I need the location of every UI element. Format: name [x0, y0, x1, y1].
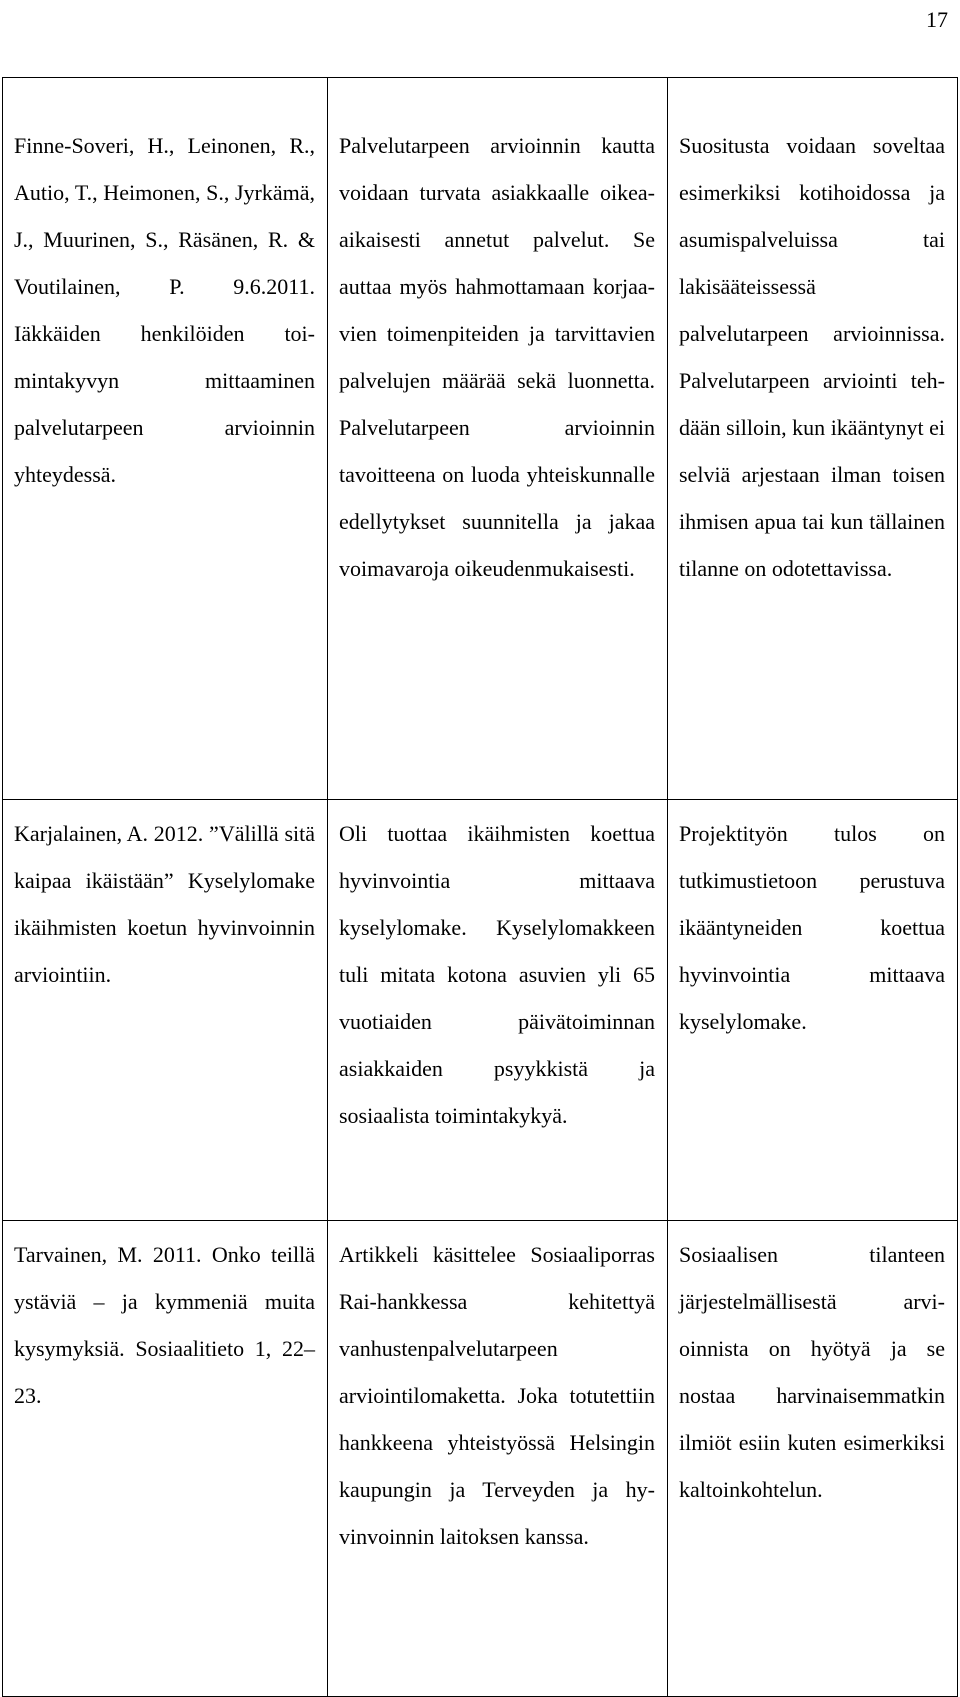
content-text: Palvelutarpeen arvioinnin kautta voidaan turvata asiakkaalle oikea-aikaisesti annetut palvelut. Se auttaa myös hahmottamaan korjaavien toimenpiteiden ja tarvittavien palvelujen määrää sekä luonnetta. Palvelutarpeen arvioinnin tavoitteena on luoda yhteiskunnalle edellytykset suunnitella ja jakaa voimavaroja oikeudenmukaisesti. — [339, 133, 655, 581]
content-text: Oli tuottaa ikäihmisten koettua hyvinvointia mittaava kyselylomake. Kyselylomakkeen tuli mitata kotona asuvien yli 65 vuotiaiden päivätoiminnan asiakkaiden psyykkistä ja sosiaalista toimintakykyä. — [339, 821, 655, 1128]
reference-text: Finne-Soveri, H., Leinonen, R., Autio, T., Heimonen, S., Jyrkämä, J., Muurinen, S., Räsänen, R. & Voutilainen, P. 9.6.2011. Iäkkäiden henkilöiden toimintakyvyn mittaaminen palvelutarpeen arvioinnin yhteydessä. — [14, 133, 315, 487]
literature-review-table — [2, 77, 958, 1697]
reference-cell — [3, 1221, 328, 1697]
table-row — [3, 800, 958, 1221]
reference-cell — [3, 800, 328, 1221]
result-text: Suositusta voidaan soveltaa esimerkiksi kotihoidossa ja asumispalveluissa tai lakisääteissessä palvelutarpeen arvioinnissa. Palvelutarpeen arviointi tehdään silloin, kun ikääntynyt ei selviä arjestaan ilman toisen ihmisen apua tai kun tällainen tilanne on odotettavissa. — [679, 133, 945, 581]
table-row — [3, 1221, 958, 1697]
page-number: 17 — [926, 7, 948, 32]
content-cell — [328, 78, 668, 800]
reference-text: Tarvainen, M. 2011. Onko teillä ystäviä – ja kymmeniä muita kysymyksiä. Sosiaalitieto 1, 22–23. — [14, 1242, 315, 1408]
table-row — [3, 78, 958, 800]
reference-cell — [3, 78, 328, 800]
result-cell — [668, 78, 958, 800]
result-text: Projektityön tulos on tutkimustietoon perustuva ikääntyneiden koettua hyvinvointia mittaava kyselylomake. — [679, 821, 945, 1034]
content-text: Artikkeli käsittelee Sosiaaliporras Rai-hankkessa kehitettyä vanhustenpalvelutarpeen arviointilomaketta. Joka totutettiin hankkeena yhteistyössä Helsingin kaupungin ja Terveyden ja hyvinvoinnin laitoksen kanssa. — [339, 1242, 655, 1549]
reference-text: Karjalainen, A. 2012. ”Välillä sitä kaipaa ikäistään” Kyselylomake ikäihmisten koetun hyvinvoinnin arviointiin. — [14, 821, 315, 987]
result-text: Sosiaalisen tilanteen järjestelmällisestä arvioinnista on hyötyä ja se nostaa harvinaisemmatkin ilmiöt esiin kuten esimerkiksi kaltoinkohtelun. — [679, 1242, 945, 1502]
content-cell — [328, 1221, 668, 1697]
result-cell — [668, 800, 958, 1221]
result-cell — [668, 1221, 958, 1697]
content-cell — [328, 800, 668, 1221]
